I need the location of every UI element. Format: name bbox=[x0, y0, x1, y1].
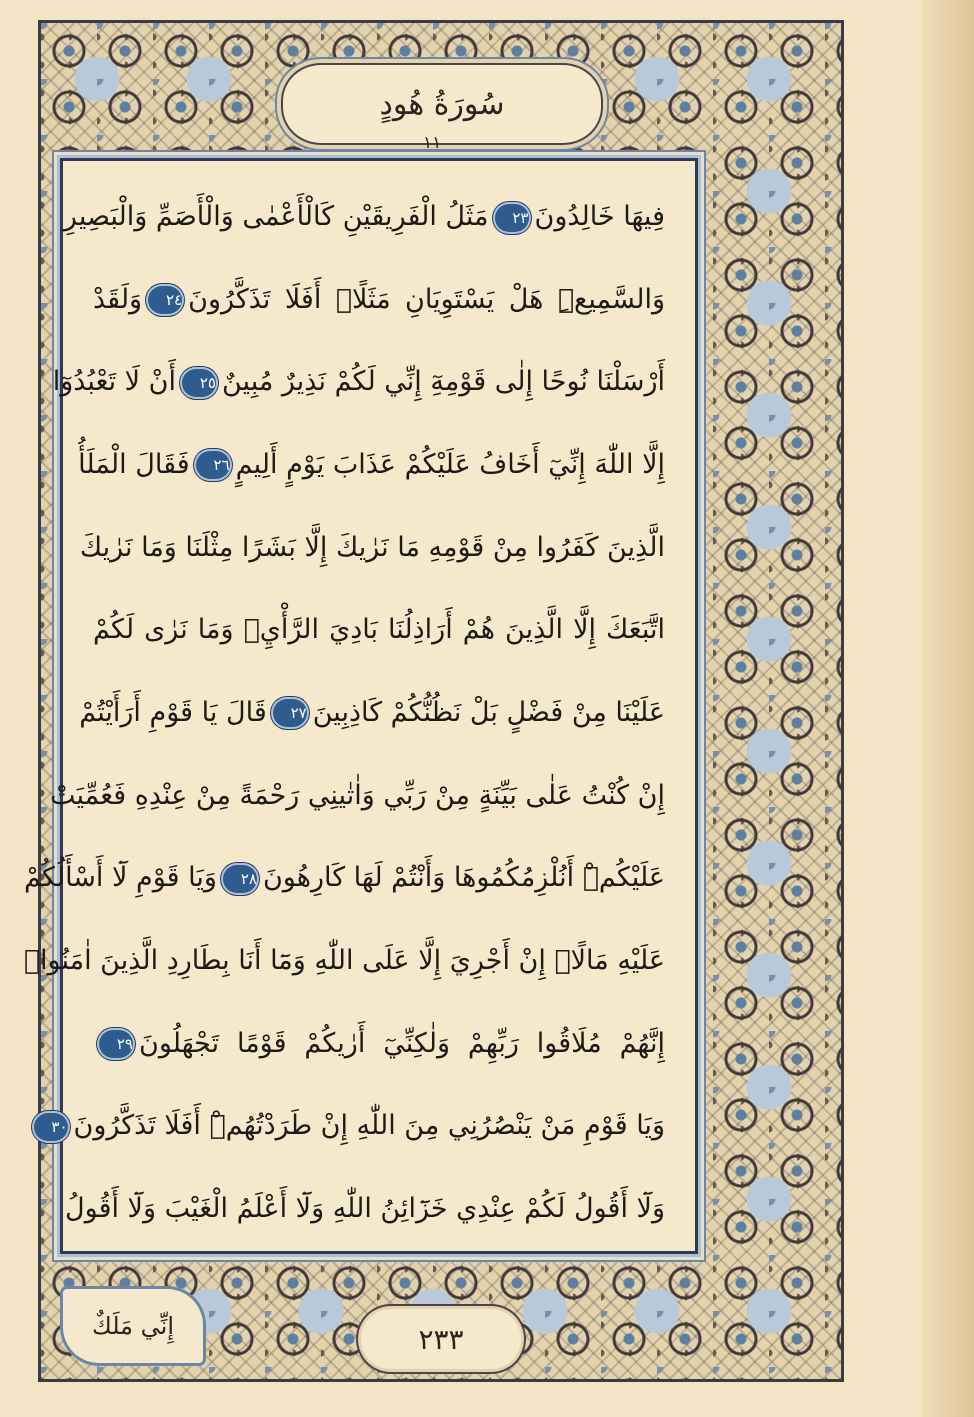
ayah-number-marker: ٢٤ bbox=[148, 286, 182, 314]
ayah-number-marker: ٢٥ bbox=[182, 369, 216, 397]
page-number: ٢٣٣ bbox=[361, 1309, 521, 1369]
ayah-number-marker: ٢٩ bbox=[99, 1030, 133, 1058]
text-panel bbox=[23, 161, 695, 1251]
verse-line bbox=[52, 352, 665, 412]
verse-text: عَلَيْنَا مِنْ فَضْلٍ بَلْ نَظُنُّكُمْ كَاذِبِينَ bbox=[312, 696, 665, 728]
verse-text: وَالسَّمِيعِۜ هَلْ يَسْتَوِيَانِ مَثَلًاۜ أَفَلَا تَذَكَّرُونَ bbox=[188, 283, 665, 315]
verse-line bbox=[93, 1014, 665, 1074]
illuminated-border bbox=[23, 20, 844, 1382]
ayah-number-marker: ٢٦ bbox=[196, 451, 230, 479]
verse-line bbox=[79, 518, 665, 578]
juz-number: ١١ bbox=[423, 133, 442, 153]
ayah-number-marker: ٢٣ bbox=[495, 204, 529, 232]
verse-text: أَنْ لَا تَعْبُدُوٓا bbox=[52, 366, 176, 398]
verse-text: الَّذِينَ كَفَرُوا مِنْ قَوْمِهِ مَا نَرٰيكَ إِلَّا بَشَرًا مِثْلَنَا وَمَا نَرٰيكَ bbox=[79, 531, 665, 563]
verse-text: عَلَيْهِ مَالًاۜ إِنْ أَجْرِيَ إِلَّا عَلَى اللّٰهِ وَمَٓا أَنَا بِطَارِدِ الَّذِينَ اٰمَنُواۜ bbox=[23, 944, 665, 976]
verse-text: قَالَ يَا قَوْمِ أَرَأَيْتُمْ bbox=[79, 696, 267, 728]
verse-text: إِلَّا اللّٰهَ إِنِّيٓ أَخَافُ عَلَيْكُمْ عَذَابَ يَوْمٍ أَلِيمٍ bbox=[235, 448, 665, 480]
ayah-number-marker: ٢٨ bbox=[223, 865, 257, 893]
ayah-number-marker: ٢٧ bbox=[273, 699, 307, 727]
verse-line bbox=[23, 848, 665, 908]
verse-line bbox=[93, 600, 665, 660]
ayah-number-marker: ٣٠ bbox=[34, 1113, 68, 1141]
verse-line bbox=[79, 683, 665, 743]
verse-text: إِنَّهُمْ مُلَاقُوا رَبِّهِمْ وَلٰكِنِّيٓ أَرٰيكُمْ قَوْمًا تَجْهَلُونَ bbox=[139, 1027, 665, 1059]
verse-line bbox=[78, 435, 665, 495]
verse-line bbox=[93, 270, 665, 330]
verse-text: وَلَٓا أَقُولُ لَكُمْ عِنْدِي خَزَٓائِنُ اللّٰهِ وَلَٓا أَعْلَمُ الْغَيْبَ وَلَٓا أَقُولُ bbox=[65, 1192, 665, 1224]
page-edge bbox=[922, 0, 974, 1417]
verse-line bbox=[65, 1179, 665, 1239]
verse-text: إِنْ كُنْتُ عَلٰى بَيِّنَةٍ مِنْ رَبِّي وَاٰتٰينِي رَحْمَةً مِنْ عِنْدِهِ فَعُمِّيَتْ bbox=[49, 779, 665, 811]
verse-text: فِيهَا خَالِدُونَ bbox=[534, 201, 665, 232]
verse-text: فَقَالَ الْمَلَأُ bbox=[78, 448, 190, 480]
catchword: إِنِّي مَلَكٌ bbox=[63, 1289, 203, 1363]
verse-text: أَرْسَلْنَا نُوحًا إِلٰى قَوْمِهِٓ إِنِّي لَكُمْ نَذِيرٌ مُبِينٌ bbox=[222, 366, 665, 398]
verse-line bbox=[51, 1096, 665, 1156]
verse-line bbox=[49, 766, 665, 826]
verse-text: مَثَلُ الْفَرِيقَيْنِ كَالْأَعْمٰى وَالْأَصَمِّ وَالْبَصِيرِ bbox=[63, 201, 489, 232]
verse-line bbox=[63, 187, 665, 247]
verse-text: وَيَا قَوْمِ لَٓا أَسْأَلُكُمْ bbox=[23, 862, 217, 894]
verse-lines bbox=[23, 187, 665, 1239]
verse-text: عَلَيْكُمْۜ أَنُلْزِمُكُمُوهَا وَأَنْتُمْ لَهَا كَارِهُونَ bbox=[262, 862, 665, 894]
surah-title: سُورَةُ هُودٍ bbox=[379, 86, 505, 122]
surah-title-cartouche bbox=[281, 63, 603, 145]
verse-text: وَيَا قَوْمِ مَنْ يَنْصُرُنِي مِنَ اللّٰهِ إِنْ طَرَدْتُهُمْۜ أَفَلَا تَذَكَّرُونَ bbox=[73, 1110, 665, 1142]
verse-text: اتَّبَعَكَ إِلَّا الَّذِينَ هُمْ أَرَاذِلُنَا بَادِيَ الرَّأْيِۚ وَمَا نَرٰى لَكُمْ bbox=[93, 614, 665, 646]
verse-text: وَلَقَدْ bbox=[93, 283, 143, 315]
verse-line bbox=[23, 931, 665, 991]
